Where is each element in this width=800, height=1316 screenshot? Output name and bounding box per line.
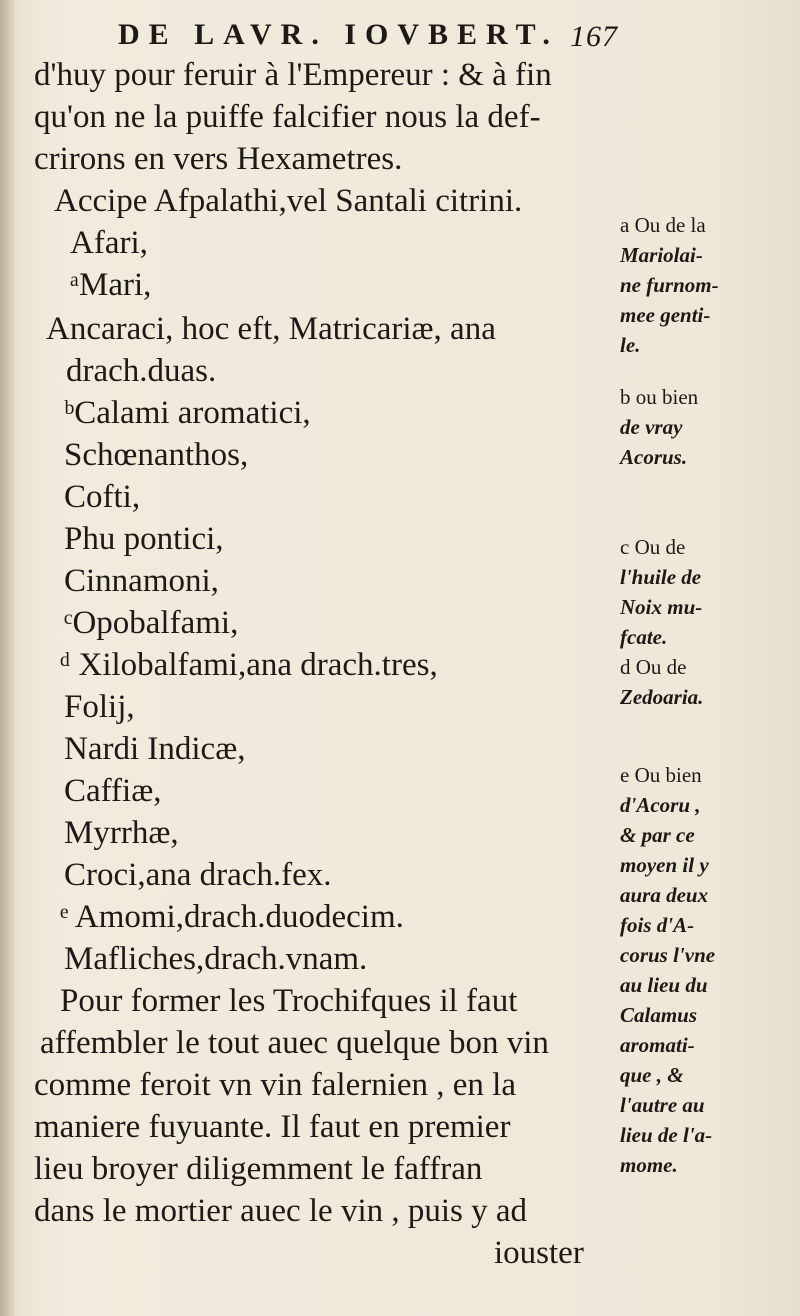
note-line: de vray bbox=[620, 415, 683, 439]
text-line: qu'on ne la puiffe falcifier nous la def- bbox=[34, 99, 541, 135]
text-line: lieu broyer diligemment le faffran bbox=[34, 1151, 483, 1187]
note-line: corus l'vne bbox=[620, 943, 716, 967]
margin-note-e bbox=[620, 760, 770, 1180]
text-line: drach.duas. bbox=[66, 353, 217, 389]
note-line: aura deux bbox=[620, 883, 709, 907]
note-line: d Ou de bbox=[620, 655, 687, 679]
text-line: affembler le tout auec quelque bon vin bbox=[40, 1025, 549, 1061]
note-line: b ou bien bbox=[620, 385, 699, 409]
text-line: ᵉ Amomi,drach.duodecim. bbox=[60, 899, 404, 935]
text-line: ᵇCalami aromatici, bbox=[64, 395, 311, 431]
note-line: fcate. bbox=[620, 625, 668, 649]
note-line: a Ou de la bbox=[620, 213, 706, 237]
note-line: Calamus bbox=[620, 1003, 698, 1027]
note-line: e Ou bien bbox=[620, 763, 702, 787]
note-line: lieu de l'a- bbox=[620, 1123, 713, 1147]
text-line: Ancaraci, hoc eft, Matricariæ, ana bbox=[46, 311, 496, 347]
note-line: mee genti- bbox=[620, 303, 711, 327]
note-line: Mariolai- bbox=[620, 243, 703, 267]
text-line: ᶜOpobalfami, bbox=[64, 605, 239, 641]
text-line: d'huy pour feruir à l'Empereur : & à fin bbox=[34, 57, 552, 93]
note-line: au lieu du bbox=[620, 973, 708, 997]
margin-note-c-d bbox=[620, 532, 770, 712]
note-line: l'autre au bbox=[620, 1093, 705, 1117]
page-gutter bbox=[0, 0, 14, 1316]
note-line: d'Acoru , bbox=[620, 793, 701, 817]
note-line: le. bbox=[620, 333, 641, 357]
note-line: Zedoaria. bbox=[620, 685, 704, 709]
note-line: moyen il y bbox=[620, 853, 709, 877]
text-line: Cofti, bbox=[64, 479, 141, 515]
note-line: aromati- bbox=[620, 1033, 695, 1057]
text-line: Folij, bbox=[64, 689, 135, 725]
margin-note-a bbox=[620, 210, 770, 360]
text-line: comme feroit vn vin falernien , en la bbox=[34, 1067, 516, 1103]
text-line: Afari, bbox=[70, 225, 148, 261]
text-line: Myrrhæ, bbox=[64, 815, 179, 851]
note-line: mome. bbox=[620, 1153, 678, 1177]
note-line: fois d'A- bbox=[620, 913, 695, 937]
text-line: dans le mortier auec le vin , puis y ad bbox=[34, 1193, 528, 1229]
page-number: 167 bbox=[570, 20, 618, 53]
note-line: Acorus. bbox=[620, 445, 688, 469]
text-line: Pour former les Trochifques il faut bbox=[60, 983, 518, 1019]
text-line: Phu pontici, bbox=[64, 521, 224, 557]
text-line: ᵈ Xilobalfami,ana drach.tres, bbox=[60, 647, 438, 683]
note-line: Noix mu- bbox=[620, 595, 703, 619]
text-line: Schœnanthos, bbox=[64, 437, 249, 473]
text-line: Mafliches,drach.vnam. bbox=[64, 941, 368, 977]
text-line: Accipe Afpalathi,vel Santali citrini. bbox=[54, 183, 523, 219]
running-title: DE LAVR. IOVBERT. bbox=[118, 18, 559, 51]
text-line: iouster bbox=[494, 1235, 584, 1271]
text-line: Nardi Indicæ, bbox=[64, 731, 246, 767]
note-line: c Ou de bbox=[620, 535, 686, 559]
note-line: que , & bbox=[620, 1063, 684, 1087]
text-line: crirons en vers Hexametres. bbox=[34, 141, 403, 177]
note-line: & par ce bbox=[620, 823, 695, 847]
text-line: Croci,ana drach.fex. bbox=[64, 857, 332, 893]
margin-note-b bbox=[620, 382, 770, 472]
text-line: ᵃMari, bbox=[70, 267, 152, 303]
note-line: l'huile de bbox=[620, 565, 702, 589]
text-line: Caffiæ, bbox=[64, 773, 162, 809]
text-line: Cinnamoni, bbox=[64, 563, 219, 599]
page-header bbox=[118, 18, 718, 58]
text-line: maniere fuyuante. Il faut en premier bbox=[34, 1109, 511, 1145]
note-line: ne furnom- bbox=[620, 273, 719, 297]
